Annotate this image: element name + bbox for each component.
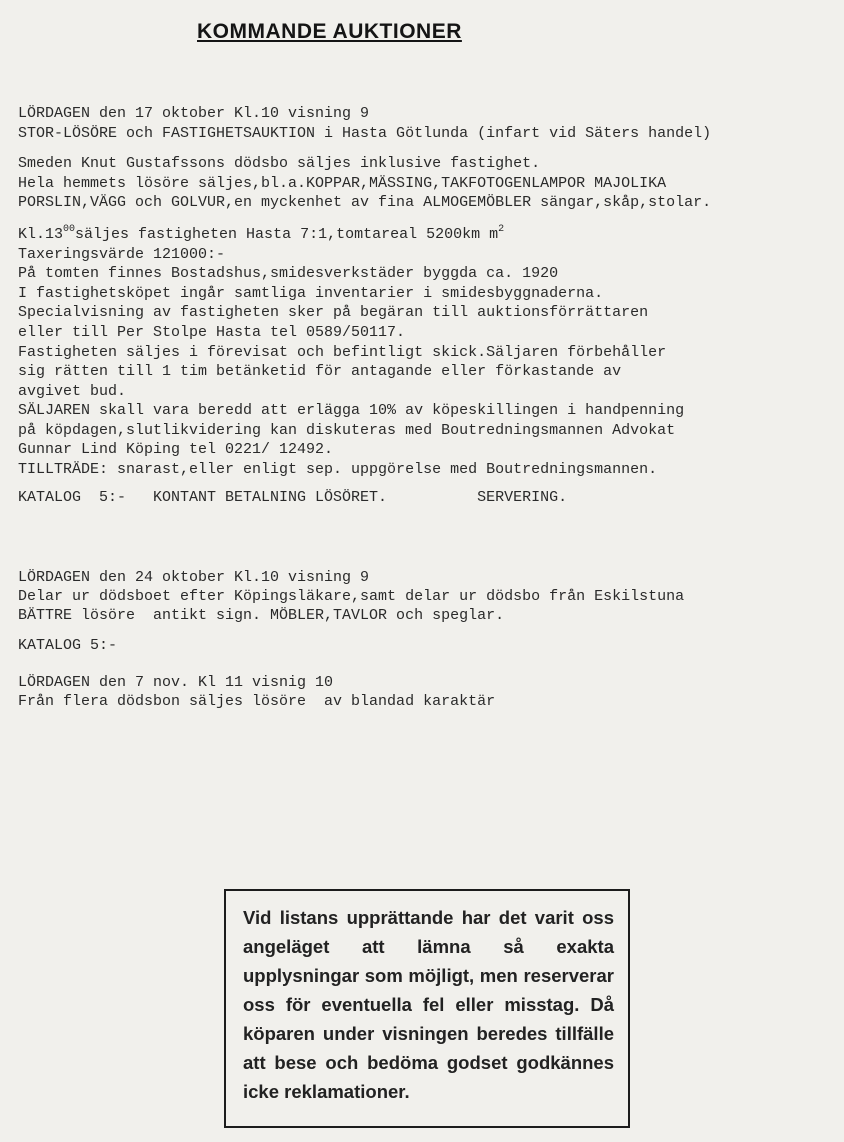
auction1-line: TILLTRÄDE: snarast,eller enligt sep. uppgörelse med Boutredningsmannen. [18, 461, 658, 478]
auction1-headline: STOR-LÖSÖRE och FASTIGHETSAUKTION i Hasta Götlunda (infart vid Säters handel) [18, 125, 712, 142]
auction1-line: avgivet bud. [18, 383, 127, 400]
time-superscript: 00 [63, 224, 76, 235]
auction3-line: Från flera dödsbon säljes lösöre av blandad karaktär [18, 693, 496, 710]
auction1-line: Smeden Knut Gustafssons dödsbo säljes inklusive fastighet. [18, 155, 541, 172]
auction2-date-line: LÖRDAGEN den 24 oktober Kl.10 visning 9 [18, 569, 370, 586]
auction1-line: Taxeringsvärde 121000:- [18, 246, 226, 263]
auction1-line: Gunnar Lind Köping tel 0221/ 12492. [18, 441, 334, 458]
property-time: Kl.13 [18, 226, 64, 243]
auction1-line: SÄLJAREN skall vara beredd att erlägga 10% av köpeskillingen i handpenning [18, 402, 685, 419]
auction2-catalog-line: KATALOG 5:- [18, 637, 118, 654]
disclaimer-box: Vid listans upprättande har det varit oss angeläget att lämna så exakta upplysningar som möjligt, men reserverar oss för eventuella fel eller misstag. Då köparen under visningen beredes tillfälle att bese och bedöma godset godkännes icke reklamationer. [224, 889, 630, 1128]
auction1-property-line [18, 225, 504, 245]
auction1-line: PORSLIN,VÄGG och GOLVUR,en myckenhet av fina ALMOGEMÖBLER sängar,skåp,stolar. [18, 194, 712, 211]
auction1-line: eller till Per Stolpe Hasta tel 0589/50117. [18, 324, 406, 341]
auction1-line: på köpdagen,slutlikvidering kan diskuteras med Boutredningsmannen Advokat [18, 422, 676, 439]
auction1-line: sig rätten till 1 tim betänketid för antagande eller förkastande av [18, 363, 622, 380]
area-superscript: 2 [498, 224, 505, 235]
auction1-line: Hela hemmets lösöre säljes,bl.a.KOPPAR,MÄSSING,TAKFOTOGENLAMPOR MAJOLIKA [18, 175, 667, 192]
auction2-line: BÄTTRE lösöre antikt sign. MÖBLER,TAVLOR och speglar. [18, 607, 505, 624]
auction1-line: Fastigheten säljes i förevisat och befintligt skick.Säljaren förbehåller [18, 344, 667, 361]
auction1-line: I fastighetsköpet ingår samtliga inventarier i smidesbyggnaderna. [18, 285, 604, 302]
auction1-date-line: LÖRDAGEN den 17 oktober Kl.10 visning 9 [18, 105, 370, 122]
auction2-line: Delar ur dödsboet efter Köpingsläkare,samt delar ur dödsbo från Eskilstuna [18, 588, 685, 605]
auction1-line: På tomten finnes Bostadshus,smidesverkstäder byggda ca. 1920 [18, 265, 559, 282]
auction3-date-line: LÖRDAGEN den 7 nov. Kl 11 visnig 10 [18, 674, 334, 691]
auction1-line: Specialvisning av fastigheten sker på begäran till auktionsförrättaren [18, 304, 649, 321]
auction1-catalog-line: KATALOG 5:- KONTANT BETALNING LÖSÖRET. SERVERING. [18, 489, 568, 506]
property-text: säljes fastigheten Hasta 7:1,tomtareal 5200km m [75, 226, 499, 243]
page-title: KOMMANDE AUKTIONER [197, 20, 462, 43]
